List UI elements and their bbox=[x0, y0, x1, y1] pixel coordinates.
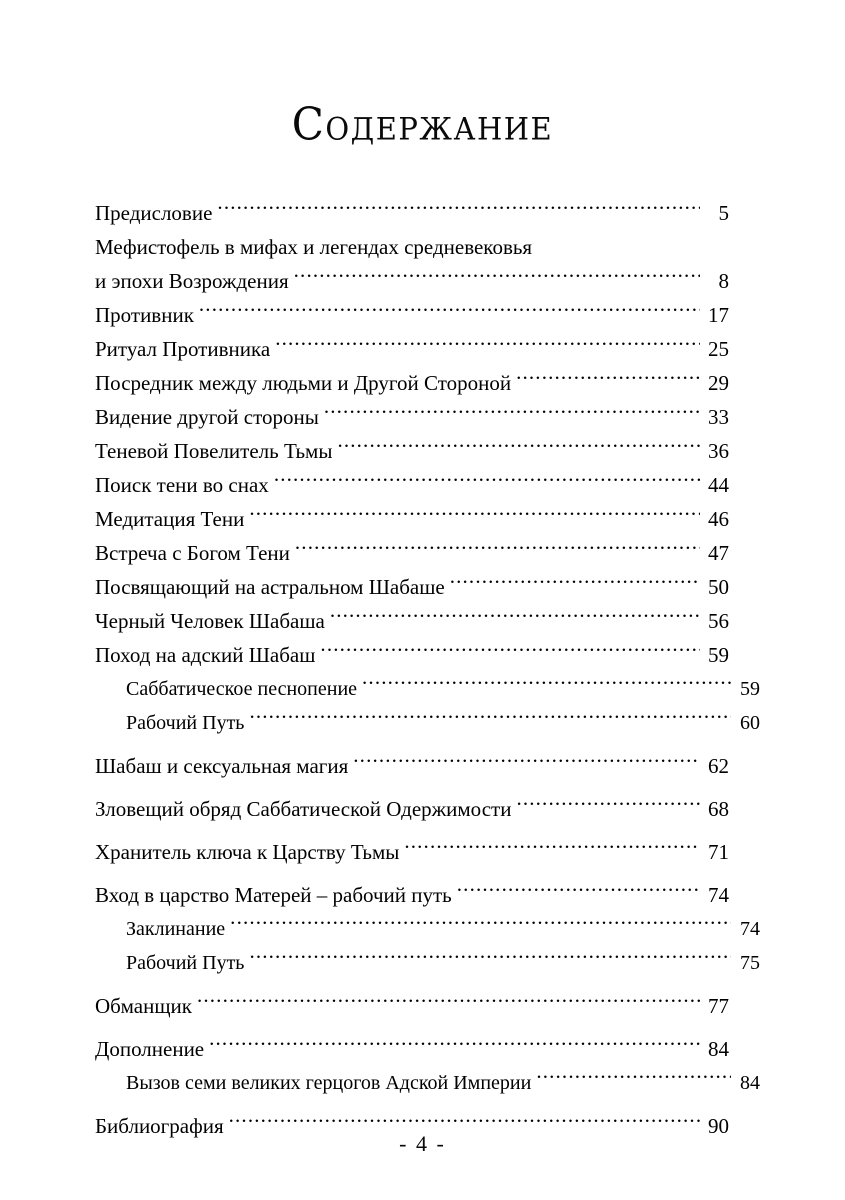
toc-dot-leader bbox=[404, 838, 700, 859]
toc-entry-page-number: 25 bbox=[708, 337, 729, 361]
toc-entry-label: Медитация Тени bbox=[95, 507, 245, 531]
toc-entry[interactable] bbox=[95, 878, 729, 912]
toc-entry[interactable] bbox=[95, 638, 729, 672]
toc-entry[interactable] bbox=[95, 749, 729, 783]
toc-entry-label: Встреча с Богом Тени bbox=[95, 541, 290, 565]
toc-entry-label: Библиография bbox=[95, 1114, 224, 1138]
toc-entry[interactable] bbox=[95, 502, 729, 536]
toc-entry[interactable] bbox=[95, 989, 729, 1023]
toc-dot-leader bbox=[249, 505, 700, 526]
toc-entry[interactable] bbox=[95, 946, 760, 980]
toc-entry-label: Зловещий обряд Саббатической Одержимости bbox=[95, 797, 512, 821]
toc-entry[interactable] bbox=[95, 835, 729, 869]
toc-dot-leader bbox=[295, 539, 700, 560]
toc-entry-label: и эпохи Возрождения bbox=[95, 269, 289, 293]
toc-entry-page-number: 68 bbox=[708, 797, 729, 821]
toc-entry-label: Хранитель ключа к Царству Тьмы bbox=[95, 840, 400, 864]
toc-entry[interactable] bbox=[95, 264, 729, 298]
toc-entry-page-number: 59 bbox=[708, 643, 729, 667]
toc-entry[interactable] bbox=[95, 1066, 760, 1100]
toc-entry-page-number: 59 bbox=[740, 678, 760, 700]
toc-entry[interactable] bbox=[95, 1032, 729, 1066]
toc-dot-leader bbox=[209, 1035, 700, 1056]
table-of-contents-list bbox=[95, 196, 760, 1143]
toc-entry-page-number: 8 bbox=[718, 269, 729, 293]
toc-entry-page-number: 17 bbox=[708, 303, 729, 327]
toc-entry-label: Черный Человек Шабаша bbox=[95, 609, 325, 633]
toc-entry-label: Саббатическое песнопение bbox=[126, 678, 358, 700]
toc-entry-page-number: 50 bbox=[708, 575, 729, 599]
toc-entry[interactable] bbox=[95, 672, 760, 706]
toc-entry[interactable] bbox=[95, 298, 729, 332]
toc-dot-leader bbox=[516, 369, 700, 390]
toc-entry-label: Мефистофель в мифах и легендах средневековья bbox=[95, 235, 533, 259]
toc-entry-page-number: 74 bbox=[740, 918, 760, 940]
toc-entry-label: Рабочий Путь bbox=[126, 712, 245, 734]
toc-entry-label: Поход на адский Шабаш bbox=[95, 643, 316, 667]
toc-entry[interactable] bbox=[95, 196, 729, 230]
toc-entry-page-number: 36 bbox=[708, 439, 729, 463]
toc-dot-leader bbox=[294, 267, 700, 288]
toc-entry-label: Посредник между людьми и Другой Стороной bbox=[95, 371, 512, 395]
toc-dot-leader bbox=[362, 675, 731, 695]
toc-dot-leader bbox=[249, 949, 731, 969]
toc-dot-leader bbox=[199, 301, 700, 322]
toc-dot-leader bbox=[516, 795, 700, 816]
toc-entry-label: Ритуал Противника bbox=[95, 337, 271, 361]
toc-dot-leader bbox=[197, 992, 700, 1013]
toc-entry-page-number: 60 bbox=[740, 712, 760, 734]
toc-dot-leader bbox=[330, 607, 700, 628]
toc-dot-leader bbox=[337, 437, 700, 458]
toc-entry-page-number: 44 bbox=[708, 473, 729, 497]
toc-entry[interactable] bbox=[95, 570, 729, 604]
toc-entry-label: Противник bbox=[95, 303, 194, 327]
toc-entry-page-number: 84 bbox=[740, 1072, 760, 1094]
toc-entry[interactable] bbox=[95, 706, 760, 740]
toc-dot-leader bbox=[217, 199, 700, 220]
toc-entry-page-number: 5 bbox=[718, 201, 729, 225]
toc-entry-label: Заклинание bbox=[126, 918, 226, 940]
toc-entry-label: Дополнение bbox=[95, 1037, 205, 1061]
toc-dot-leader bbox=[275, 335, 700, 356]
toc-entry-page-number: 77 bbox=[708, 994, 729, 1018]
toc-dot-leader bbox=[230, 915, 731, 935]
toc-entry-page-number: 84 bbox=[708, 1037, 729, 1061]
toc-dot-leader bbox=[274, 471, 700, 492]
toc-entry-label: Рабочий Путь bbox=[126, 952, 245, 974]
toc-entry-label: Вход в царство Матерей – рабочий путь bbox=[95, 883, 452, 907]
toc-entry-page-number: 47 bbox=[708, 541, 729, 565]
toc-entry-label: Обманщик bbox=[95, 994, 192, 1018]
page-folio: - 4 - bbox=[399, 1131, 446, 1156]
toc-entry[interactable] bbox=[95, 792, 729, 826]
toc-entry[interactable] bbox=[95, 604, 729, 638]
toc-entry[interactable] bbox=[95, 400, 729, 434]
toc-entry-page-number: 56 bbox=[708, 609, 729, 633]
toc-entry-label: Предисловие bbox=[95, 201, 213, 225]
toc-entry[interactable] bbox=[95, 366, 729, 400]
toc-dot-leader bbox=[450, 573, 700, 594]
toc-entry-page-number: 74 bbox=[708, 883, 729, 907]
toc-dot-leader bbox=[353, 752, 700, 773]
toc-entry-label: Поиск тени во снах bbox=[95, 473, 269, 497]
toc-entry-label: Шабаш и сексуальная магия bbox=[95, 754, 349, 778]
toc-entry[interactable] bbox=[95, 230, 729, 264]
toc-entry-page-number: 71 bbox=[708, 840, 729, 864]
toc-entry-label: Видение другой стороны bbox=[95, 405, 319, 429]
toc-entry[interactable] bbox=[95, 332, 729, 366]
toc-entry-label: Посвящающий на астральном Шабаше bbox=[95, 575, 445, 599]
toc-entry-page-number: 29 bbox=[708, 371, 729, 395]
toc-entry-page-number: 62 bbox=[708, 754, 729, 778]
toc-entry-page-number: 90 bbox=[708, 1114, 729, 1138]
toc-dot-leader bbox=[320, 641, 700, 662]
toc-entry[interactable] bbox=[95, 536, 729, 570]
toc-entry-page-number: 46 bbox=[708, 507, 729, 531]
toc-dot-leader bbox=[324, 403, 700, 424]
toc-entry-page-number: 33 bbox=[708, 405, 729, 429]
toc-entry-page-number: 75 bbox=[740, 952, 760, 974]
toc-entry-label: Теневой Повелитель Тьмы bbox=[95, 439, 333, 463]
toc-dot-leader bbox=[536, 1069, 731, 1089]
toc-entry[interactable] bbox=[95, 434, 729, 468]
toc-entry[interactable] bbox=[95, 468, 729, 502]
toc-dot-leader bbox=[249, 709, 731, 729]
toc-dot-leader bbox=[457, 881, 700, 902]
page-title: Содержание bbox=[291, 98, 554, 151]
toc-entry-label: Вызов семи великих герцогов Адской Империи bbox=[126, 1072, 532, 1094]
toc-entry[interactable] bbox=[95, 912, 760, 946]
toc-dot-leader bbox=[229, 1112, 700, 1133]
